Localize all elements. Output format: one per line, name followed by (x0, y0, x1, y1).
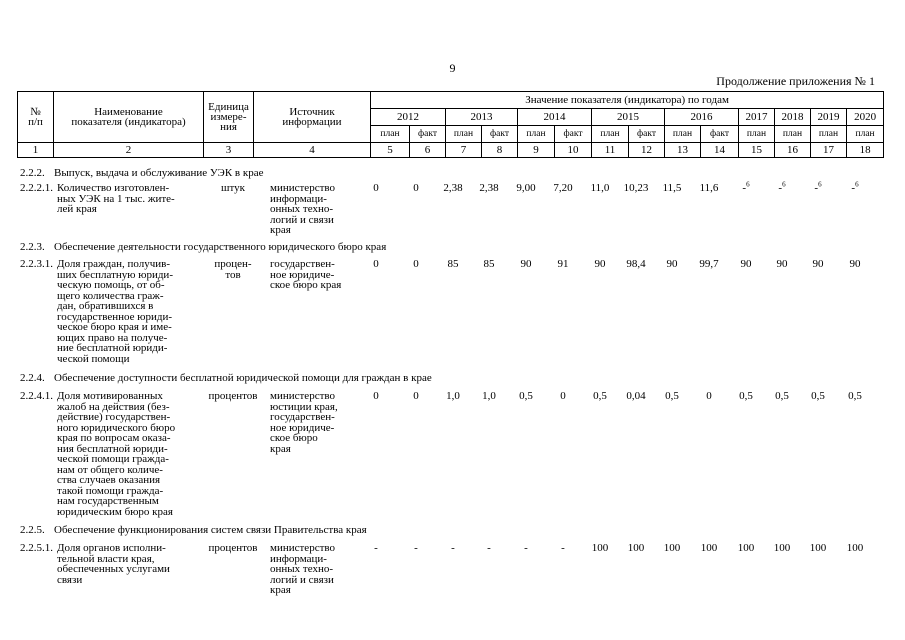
value-text: 0,5 (593, 390, 607, 402)
value-text: 11,5 (662, 182, 682, 194)
column-number: 18 (847, 143, 884, 158)
value-text: 1,0 (446, 390, 460, 402)
value-text: 0,5 (519, 390, 533, 402)
value-text: 0,5 (811, 390, 825, 402)
value-text: - (451, 542, 455, 554)
header-unit: Единица измере- ния (204, 92, 254, 143)
value-text: 11,0 (590, 182, 610, 194)
column-number: 14 (701, 143, 739, 158)
row-code: 2.2.2.1. (20, 182, 53, 194)
footnote-mark: 6 (746, 180, 750, 189)
header-plan: план (371, 126, 410, 143)
footnote-mark: 6 (818, 180, 822, 189)
section-code: 2.2.3. (20, 241, 45, 253)
section-heading (20, 168, 263, 179)
row-code: 2.2.5.1. (20, 542, 53, 554)
value-text: 100 (591, 542, 609, 554)
value-text: 0,5 (775, 390, 789, 402)
header-fact: факт (629, 126, 665, 143)
value-text: 99,7 (699, 258, 719, 270)
value-text: 100 (809, 542, 827, 554)
information-source: министерство юстиции края, государствен- ное юридиче- ское бюро края (270, 390, 338, 455)
value-text: 0,5 (848, 390, 862, 402)
header-year: 2012 (371, 109, 446, 126)
indicator-table-header (17, 91, 884, 158)
header-plan: план (811, 126, 847, 143)
header-fact: факт (701, 126, 739, 143)
section-title: Выпуск, выдача и обслуживание УЭК в крае (54, 167, 264, 179)
header-year: 2016 (665, 109, 739, 126)
value-text: 91 (557, 258, 569, 270)
column-number: 12 (629, 143, 665, 158)
section-title: Обеспечение доступности бесплатной юридической помощи для граждан в крае (54, 372, 432, 384)
value-text: 85 (447, 258, 459, 270)
row-code: 2.2.3.1. (20, 258, 53, 270)
value-cell (830, 180, 880, 194)
unit-of-measure: процентов (208, 542, 258, 554)
column-number: 9 (518, 143, 555, 158)
information-source: министерство информаци- онных техно- логий и связи края (270, 542, 336, 596)
section-code: 2.2.2. (20, 167, 45, 179)
value-text: 0 (413, 182, 419, 194)
footnote-mark: 6 (855, 180, 859, 189)
column-number: 4 (254, 143, 371, 158)
section-heading (20, 525, 367, 536)
column-number: 15 (739, 143, 775, 158)
unit-of-measure: процентов (208, 390, 258, 402)
value-text: 90 (520, 258, 532, 270)
value-text: 90 (849, 258, 861, 270)
value-text: 100 (846, 542, 864, 554)
value-text: - (374, 542, 378, 554)
column-number: 5 (371, 143, 410, 158)
column-number: 2 (54, 143, 204, 158)
value-text: 90 (594, 258, 606, 270)
value-cell (830, 259, 880, 270)
value-text: 0 (373, 182, 379, 194)
column-number: 6 (410, 143, 446, 158)
section-heading (20, 242, 386, 253)
value-text: 0 (373, 258, 379, 270)
value-text: 1,0 (482, 390, 496, 402)
header-fact: факт (410, 126, 446, 143)
indicator-name: Доля органов исполни- тельной власти края, обеспеченных услугами связи (57, 542, 170, 586)
value-text: 0 (413, 258, 419, 270)
header-plan: план (739, 126, 775, 143)
footnote-mark: 6 (782, 180, 786, 189)
column-number: 13 (665, 143, 701, 158)
value-text: 11,6 (699, 182, 719, 194)
section-code: 2.2.4. (20, 372, 45, 384)
header-year: 2020 (847, 109, 884, 126)
indicator-name: Доля мотивированных жалоб на действия (без- действие) государствен- ного юридического бюро края по вопросам оказа- ния бесплатной юриди- ческой помощи гражда- нам от общего количе- ства случаев оказания такой помощи гражда- нам государственным юридическим бюро края (57, 390, 176, 518)
header-name: Наименование показателя (индикатора) (54, 92, 204, 143)
unit-of-measure: процен- тов (214, 258, 252, 281)
value-text: 2,38 (479, 182, 499, 194)
value-text: - (814, 182, 819, 194)
section-heading (20, 373, 432, 384)
section-code: 2.2.5. (20, 524, 45, 536)
header-year: 2013 (446, 109, 518, 126)
value-text: 0,5 (739, 390, 753, 402)
value-text: 90 (740, 258, 752, 270)
value-text: 98,4 (626, 258, 646, 270)
value-text: 85 (483, 258, 495, 270)
continuation-note: Продолжение приложения № 1 (716, 74, 875, 88)
value-text: - (487, 542, 491, 554)
header-num: № п/п (18, 92, 54, 143)
header-plan: план (665, 126, 701, 143)
header-values-title: Значение показателя (индикатора) по годам (371, 92, 884, 109)
header-plan: план (592, 126, 629, 143)
value-text: 100 (663, 542, 681, 554)
column-number: 1 (18, 143, 54, 158)
value-text: - (524, 542, 528, 554)
header-year: 2018 (775, 109, 811, 126)
header-year: 2015 (592, 109, 665, 126)
value-cell (830, 543, 880, 554)
information-source: министерство информаци- онных техно- логий и связи края (270, 182, 336, 236)
header-year: 2017 (739, 109, 775, 126)
value-text: 0,5 (665, 390, 679, 402)
header-plan: план (518, 126, 555, 143)
value-text: 0 (413, 390, 419, 402)
value-text: - (414, 542, 418, 554)
header-source: Источник информации (254, 92, 371, 143)
column-number: 3 (204, 143, 254, 158)
value-text: 10,23 (623, 182, 649, 194)
row-code: 2.2.4.1. (20, 390, 53, 402)
indicator-name: Количество изготовлен- ных УЭК на 1 тыс. жите- лей края (57, 182, 175, 215)
value-text: 100 (627, 542, 645, 554)
header-fact: факт (482, 126, 518, 143)
value-cell (830, 391, 880, 402)
column-number: 10 (555, 143, 592, 158)
column-number: 11 (592, 143, 629, 158)
header-plan: план (446, 126, 482, 143)
header-plan: план (775, 126, 811, 143)
value-text: 0,04 (626, 390, 646, 402)
value-text: - (742, 182, 747, 194)
indicator-name: Доля граждан, получив- ших бесплатную юриди- ческую помощь, от об- щего количества граж- дан, обратившихся в государственное юриди- ческое бюро края и име- ющих право на получе- ние бесплатной юриди- ческой помощи (57, 258, 173, 365)
column-number: 16 (775, 143, 811, 158)
value-text: 0 (560, 390, 566, 402)
unit-of-measure: штук (221, 182, 245, 194)
information-source: государствен- ное юридиче- ское бюро края (270, 258, 342, 291)
section-title: Обеспечение деятельности государственного юридического бюро края (54, 241, 387, 253)
value-text: 0 (373, 390, 379, 402)
page-number: 9 (449, 61, 456, 75)
value-text: 100 (737, 542, 755, 554)
column-number: 7 (446, 143, 482, 158)
header-fact: факт (555, 126, 592, 143)
value-text: 0 (706, 390, 712, 402)
header-year: 2014 (518, 109, 592, 126)
value-text: 2,38 (443, 182, 463, 194)
value-text: - (778, 182, 783, 194)
column-number: 8 (482, 143, 518, 158)
header-plan: план (847, 126, 884, 143)
header-year: 2019 (811, 109, 847, 126)
value-text: 90 (812, 258, 824, 270)
value-text: - (561, 542, 565, 554)
value-text: 90 (776, 258, 788, 270)
column-number: 17 (811, 143, 847, 158)
value-text: 90 (666, 258, 678, 270)
value-text: 9,00 (516, 182, 536, 194)
section-title: Обеспечение функционирования систем связи Правительства края (54, 524, 367, 536)
value-text: 100 (773, 542, 791, 554)
value-text: 7,20 (553, 182, 573, 194)
value-text: 100 (700, 542, 718, 554)
value-text: - (851, 182, 856, 194)
